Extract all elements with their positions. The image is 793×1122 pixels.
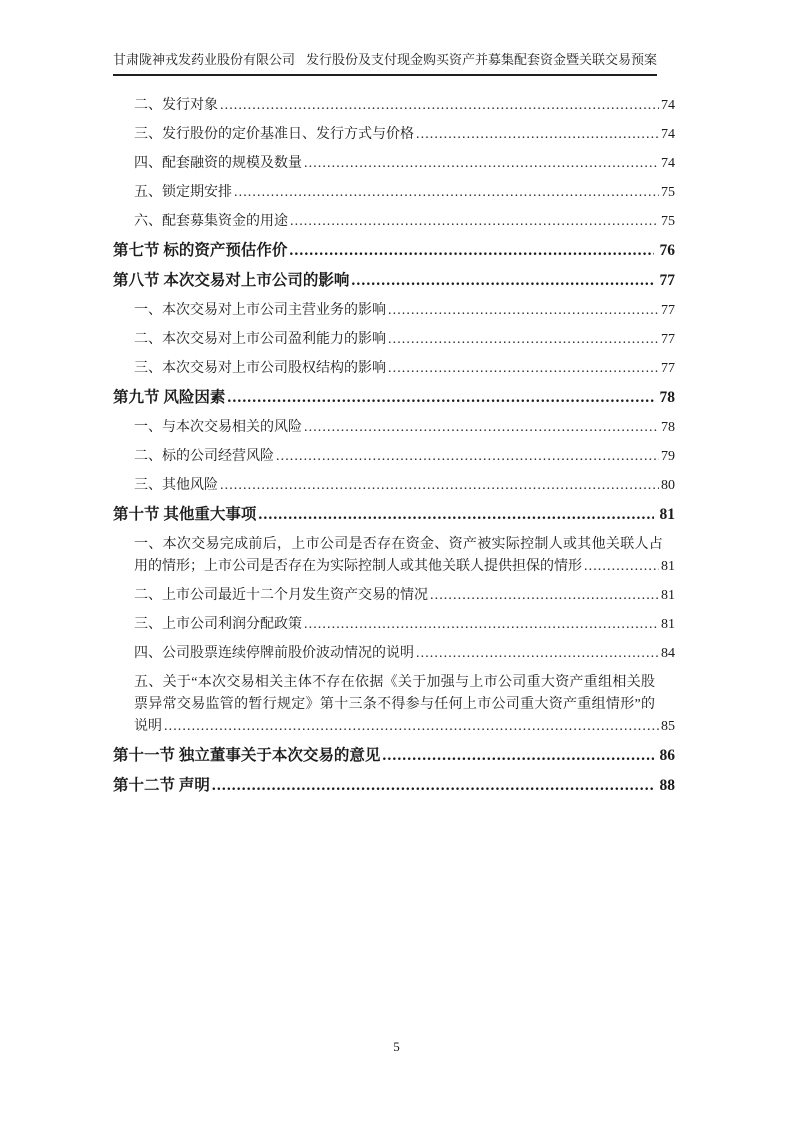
toc-page-number: 86 (659, 747, 675, 764)
toc-entry-label: 一、本次交易对上市公司主营业务的影响 (134, 303, 386, 318)
toc-entry-label: 二、上市公司最近十二个月发生资产交易的情况 (134, 588, 428, 603)
toc-entry[interactable] (113, 358, 675, 380)
toc-entry-label: 二、本次交易对上市公司盈利能力的影响 (134, 332, 386, 347)
leader-dots (234, 182, 659, 204)
toc-entry-label: 四、配套融资的规模及数量 (134, 156, 302, 171)
toc-entry-lines (113, 270, 675, 292)
leader-dots (304, 153, 659, 175)
header-document-title: 发行股份及支付现金购买资产并募集配套资金暨关联交易预案 (306, 52, 658, 67)
toc-page-number: 81 (659, 506, 675, 523)
toc-entry[interactable] (113, 475, 675, 497)
toc-entry-label: 用的情形；上市公司是否存在为实际控制人或其他关联人提供担保的情形 (134, 559, 582, 574)
toc-page-number: 75 (661, 214, 675, 229)
toc-entry[interactable] (113, 775, 675, 797)
leader-dots (289, 240, 653, 262)
toc-entry-lines (134, 124, 675, 146)
leader-dots (430, 585, 659, 607)
toc-page-number: 77 (661, 303, 675, 318)
toc-entry-label: 第八节 本次交易对上市公司的影响 (113, 272, 350, 289)
toc-entry-label: 六、配套募集资金的用途 (134, 214, 288, 229)
leader-dots (388, 300, 659, 322)
toc-entry-label-wrap: 票异常交易监管的暂行规定》第十三条不得参与任何上市公司重大资产重组情形”的 (134, 697, 656, 712)
toc-entry-label: 三、发行股份的定价基准日、发行方式与价格 (134, 127, 414, 142)
toc-entry-label-wrap: 五、关于“本次交易相关主体不存在依据《关于加强与上市公司重大资产重组相关股 (134, 675, 656, 690)
header-company-name: 甘肃陇神戎发药业股份有限公司 (113, 52, 296, 67)
toc-entry[interactable] (113, 745, 675, 767)
toc-page-number: 77 (659, 272, 675, 289)
toc-entry[interactable] (113, 446, 675, 468)
toc-page-number: 81 (661, 617, 675, 632)
toc-page-number: 84 (661, 646, 675, 661)
leader-dots (227, 387, 653, 409)
toc-entry[interactable] (113, 182, 675, 204)
leader-dots (276, 446, 659, 468)
toc-page-number: 78 (661, 420, 675, 435)
toc-page-number: 76 (659, 242, 675, 259)
leader-dots (164, 716, 659, 738)
toc-entry[interactable] (113, 585, 675, 607)
toc-page-number: 80 (661, 478, 675, 493)
toc-entry[interactable] (113, 124, 675, 146)
toc-entry-label: 四、公司股票连续停牌前股价波动情况的说明 (134, 646, 414, 661)
toc-entry-lines (134, 300, 675, 322)
toc-entry[interactable] (113, 240, 675, 262)
toc-entry[interactable] (113, 300, 675, 322)
toc-entry-label: 第七节 标的资产预估作价 (113, 242, 288, 259)
toc-entry-label: 三、上市公司利润分配政策 (134, 617, 302, 632)
toc-entry-lines (134, 182, 675, 204)
leader-dots (220, 95, 659, 117)
toc-entry-lines (113, 504, 675, 526)
toc-entry[interactable] (113, 614, 675, 636)
leader-dots (304, 614, 659, 636)
toc-entry[interactable] (113, 329, 675, 351)
toc-page-number: 77 (661, 361, 675, 376)
leader-dots (388, 329, 659, 351)
toc-entry-label: 三、其他风险 (134, 478, 218, 493)
leader-dots (290, 211, 659, 233)
toc-entry-label: 第九节 风险因素 (113, 389, 226, 406)
toc-page-number: 88 (659, 777, 675, 794)
toc-page-number: 74 (661, 156, 675, 171)
toc-entry-lines (134, 446, 675, 468)
toc-entry-label: 二、发行对象 (134, 98, 218, 113)
toc-entry-label: 一、与本次交易相关的风险 (134, 420, 302, 435)
toc-entry-lines (134, 153, 675, 175)
toc-entry-lines (113, 387, 675, 409)
toc-entry[interactable] (113, 504, 675, 526)
toc-entry[interactable] (113, 643, 675, 665)
toc-page-number: 74 (661, 98, 675, 113)
leader-dots (416, 124, 659, 146)
toc-entry-lines (134, 672, 675, 738)
table-of-contents (113, 95, 675, 805)
toc-entry-lines (113, 745, 675, 767)
toc-entry-lines (134, 585, 675, 607)
leader-dots (220, 475, 659, 497)
toc-entry[interactable] (113, 153, 675, 175)
toc-entry-lines (134, 329, 675, 351)
toc-entry[interactable] (113, 534, 675, 578)
leader-dots (212, 775, 654, 797)
leader-dots (258, 504, 653, 526)
toc-entry-lines (134, 643, 675, 665)
leader-dots (416, 643, 659, 665)
toc-entry[interactable] (113, 417, 675, 439)
toc-page-number: 81 (661, 559, 675, 574)
footer-page-number: 5 (393, 1039, 400, 1054)
toc-page-number: 75 (661, 185, 675, 200)
toc-entry[interactable] (113, 95, 675, 117)
toc-entry-label-wrap: 一、本次交易完成前后，上市公司是否存在资金、资产被实际控制人或其他关联人占 (134, 537, 664, 552)
toc-entry-lines (134, 211, 675, 233)
toc-entry-label: 第十一节 独立董事关于本次交易的意见 (113, 747, 381, 764)
toc-entry-label: 二、标的公司经营风险 (134, 449, 274, 464)
leader-dots (304, 417, 659, 439)
leader-dots (584, 556, 659, 578)
toc-entry[interactable] (113, 387, 675, 409)
toc-entry-lines (134, 475, 675, 497)
page-header (113, 51, 657, 76)
toc-entry-lines (113, 775, 675, 797)
toc-page-number: 81 (661, 588, 675, 603)
toc-page-number: 78 (659, 389, 675, 406)
leader-dots (388, 358, 659, 380)
toc-entry[interactable] (113, 270, 675, 292)
leader-dots (351, 270, 653, 292)
toc-entry-label: 第十二节 声明 (113, 777, 210, 794)
toc-entry-lines (134, 95, 675, 117)
toc-page-number: 74 (661, 127, 675, 142)
toc-page-number: 85 (661, 719, 675, 734)
toc-entry-label: 第十节 其他重大事项 (113, 506, 257, 523)
toc-entry-lines (134, 358, 675, 380)
toc-entry-lines (134, 534, 675, 578)
toc-entry-lines (113, 240, 675, 262)
toc-entry-lines (134, 417, 675, 439)
leader-dots (382, 745, 653, 767)
toc-page-number: 77 (661, 332, 675, 347)
toc-entry-lines (134, 614, 675, 636)
toc-entry-label: 五、锁定期安排 (134, 185, 232, 200)
toc-entry[interactable] (113, 672, 675, 738)
toc-entry-label: 三、本次交易对上市公司股权结构的影响 (134, 361, 386, 376)
toc-page-number: 79 (661, 449, 675, 464)
toc-entry-label: 说明 (134, 719, 162, 734)
toc-entry[interactable] (113, 211, 675, 233)
